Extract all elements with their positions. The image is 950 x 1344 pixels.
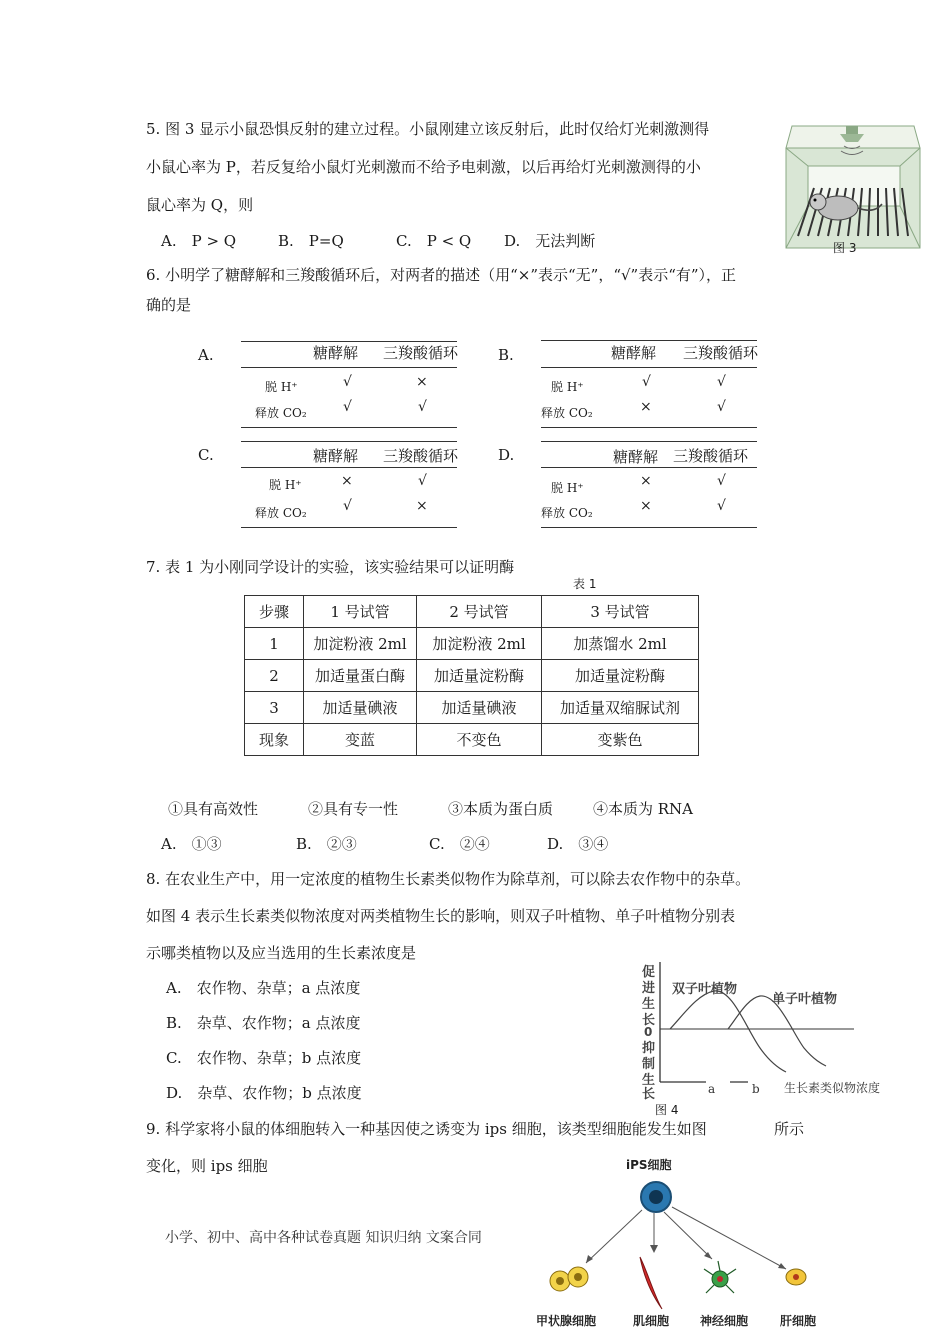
table-a-r2c2: √	[418, 399, 427, 415]
table-cell: 加适量淀粉酶	[542, 660, 699, 692]
table-c-r1c1: ×	[341, 473, 353, 489]
table-b-row1: 脱 H⁺	[551, 380, 584, 394]
q7-statement-3: ③本质为蛋白质	[448, 800, 554, 818]
q5-option-d: D. 无法判断	[504, 232, 596, 250]
table-cell: 2	[245, 660, 304, 692]
q9-line2: 变化，则 ips 细胞	[146, 1157, 268, 1175]
table-d-mid-rule	[541, 467, 757, 468]
table-1-caption: 表 1	[573, 577, 597, 591]
ips-nucleus	[649, 1190, 663, 1204]
figure-3-mouse-box	[778, 118, 928, 258]
table-c-row2: 释放 CO₂	[255, 506, 307, 520]
q9-line1-tail: 所示	[774, 1120, 805, 1138]
thyroid-cells-icon	[550, 1267, 588, 1291]
table-d-row2: 释放 CO₂	[541, 506, 593, 520]
arrowhead	[650, 1245, 658, 1253]
y-top-3: 生	[642, 997, 656, 1012]
table-b-mid-rule	[541, 367, 757, 368]
q6-line2: 确的是	[146, 296, 192, 314]
nerve-cell-icon	[704, 1261, 736, 1293]
table-c-r2c2: ×	[416, 498, 428, 514]
table-cell: 不变色	[417, 724, 542, 756]
table-d-r1c2: √	[717, 473, 726, 489]
arrowhead	[778, 1263, 786, 1269]
table-a-r1c1: √	[343, 374, 352, 390]
q8-option-b: B. 杂草、农作物；a 点浓度	[166, 1014, 361, 1032]
table-row	[245, 724, 699, 756]
table-a-r2c1: √	[343, 399, 352, 415]
x-axis-label: 生长素类似物浓度	[784, 1081, 881, 1095]
curve1-label: 双子叶植物	[672, 982, 738, 997]
y-top-4: 长	[642, 1013, 656, 1028]
table-d-r1c1: ×	[640, 473, 652, 489]
q8-line3: 示哪类植物以及应当选用的生长素浓度是	[146, 944, 417, 962]
q7-option-a: A. ①③	[161, 835, 222, 853]
y-top-2: 进	[642, 981, 656, 996]
q7-option-d: D. ③④	[547, 835, 609, 853]
arrowhead	[704, 1252, 712, 1259]
q7-option-c: C. ②④	[429, 835, 490, 853]
table-d-r2c2: √	[717, 498, 726, 514]
table-cell: 加适量碘液	[304, 692, 417, 724]
q7-stem: 7. 表 1 为小刚同学设计的实验，该实验结果可以证明酶	[146, 558, 515, 576]
y-bottom-1: 抑	[642, 1041, 656, 1056]
table-b-r2c1: ×	[640, 399, 652, 415]
table-d-bottom-rule	[541, 527, 757, 528]
header-step: 步骤	[245, 596, 304, 628]
ips-diagram	[530, 1155, 840, 1340]
curve-dicot	[670, 991, 786, 1072]
q8-option-c: C. 农作物、杂草；b 点浓度	[166, 1049, 362, 1067]
q8-line2: 如图 4 表示生长素类似物浓度对两类植物生长的影响，则双子叶植物、单子叶植物分别表	[146, 907, 736, 925]
table-cell: 加适量蛋白酶	[304, 660, 417, 692]
table-b-r1c1: √	[642, 374, 651, 390]
table-row	[245, 660, 699, 692]
table-c-col1: 糖酵解	[313, 447, 359, 465]
arrow-to-nerve	[664, 1212, 712, 1259]
table-d-top-rule	[541, 441, 757, 442]
table-b-top-rule	[541, 340, 757, 341]
arrow-to-liver	[672, 1207, 786, 1269]
table-c-mid-rule	[241, 467, 457, 468]
table-a-col1: 糖酵解	[313, 344, 359, 362]
table-c-r2c1: √	[343, 498, 352, 514]
table-b-bottom-rule	[541, 427, 757, 428]
y-bottom-3: 生	[642, 1073, 656, 1088]
q7-option-b: B. ②③	[296, 835, 357, 853]
q6-option-a-label: A.	[198, 346, 214, 364]
table-a-row2: 释放 CO₂	[255, 406, 307, 420]
figure-4-chart	[636, 958, 906, 1102]
table-a-bottom-rule	[241, 427, 457, 428]
table-cell: 加淀粉液 2ml	[304, 628, 417, 660]
table-c-top-rule	[241, 441, 457, 442]
ips-title: iPS细胞	[626, 1158, 672, 1172]
q5-option-b: B. P=Q	[278, 232, 344, 250]
table-a-r1c2: ×	[416, 374, 428, 390]
table-b-col2: 三羧酸循环	[683, 344, 759, 362]
label-nerve: 神经细胞	[700, 1314, 749, 1328]
table-b-row2: 释放 CO₂	[541, 406, 593, 420]
table-c-bottom-rule	[241, 527, 457, 528]
q6-option-b-label: B.	[498, 346, 514, 364]
table-a-mid-rule	[241, 367, 457, 368]
table-d-col2: 三羧酸循环	[673, 447, 749, 465]
y-bottom-4: 长	[642, 1087, 656, 1102]
header-tube-3: 3 号试管	[542, 596, 699, 628]
q5-line3: 鼠心率为 Q，则	[146, 196, 254, 214]
q8-option-d: D. 杂草、农作物；b 点浓度	[166, 1084, 362, 1102]
table-a-row1: 脱 H⁺	[265, 380, 298, 394]
figure-4-caption: 图 4	[655, 1103, 679, 1117]
header-tube-1: 1 号试管	[304, 596, 417, 628]
table-cell: 加淀粉液 2ml	[417, 628, 542, 660]
arrow-to-thyroid	[586, 1210, 642, 1263]
table-cell: 加适量碘液	[417, 692, 542, 724]
table-d-r2c1: ×	[640, 498, 652, 514]
figure-3-caption: 图 3	[833, 241, 857, 255]
table-cell: 现象	[245, 724, 304, 756]
header-tube-2: 2 号试管	[417, 596, 542, 628]
curve2-label: 单子叶植物	[772, 992, 838, 1007]
table-header-row	[245, 596, 699, 628]
q5-option-c: C. P < Q	[396, 232, 472, 250]
table-a-col2: 三羧酸循环	[383, 344, 459, 362]
q8-option-a: A. 农作物、杂草；a 点浓度	[166, 979, 361, 997]
y-top-1: 促	[642, 965, 656, 980]
q8-line1: 8. 在农业生产中，用一定浓度的植物生长素类似物作为除草剂，可以除去农作物中的杂草。	[146, 870, 751, 888]
table-b-col1: 糖酵解	[611, 344, 657, 362]
table-row	[245, 628, 699, 660]
q7-statement-2: ②具有专一性	[308, 800, 399, 818]
q6-line1: 6. 小明学了糖酵解和三羧酸循环后，对两者的描述（用“×”表示“无”，“√”表示“有”），正	[146, 266, 737, 284]
table-cell: 加适量淀粉酶	[417, 660, 542, 692]
table-c-col2: 三羧酸循环	[383, 447, 459, 465]
label-liver: 肝细胞	[780, 1314, 817, 1328]
arrowhead	[586, 1255, 593, 1263]
q5-line2: 小鼠心率为 P，若反复给小鼠灯光刺激而不给予电刺激，以后再给灯光刺激测得的小	[146, 158, 701, 176]
q6-option-d-label: D.	[498, 446, 515, 464]
table-cell: 加适量双缩脲试剂	[542, 692, 699, 724]
q7-statement-1: ①具有高效性	[168, 800, 259, 818]
label-thyroid: 甲状腺细胞	[536, 1314, 597, 1328]
table-cell: 变蓝	[304, 724, 417, 756]
q5-line1: 5. 图 3 显示小鼠恐惧反射的建立过程。小鼠刚建立该反射后，此时仅给灯光刺激测得	[146, 120, 710, 138]
y-bottom-2: 制	[642, 1057, 656, 1072]
table-c-r1c2: √	[418, 473, 427, 489]
liver-cell-icon	[786, 1269, 806, 1285]
table-c-row1: 脱 H⁺	[269, 478, 302, 492]
table-d-row1: 脱 H⁺	[551, 481, 584, 495]
table-cell: 变紫色	[542, 724, 699, 756]
table-b-r2c2: √	[717, 399, 726, 415]
table-cell: 1	[245, 628, 304, 660]
label-muscle: 肌细胞	[633, 1314, 670, 1328]
table-row	[245, 692, 699, 724]
q5-option-a: A. P > Q	[161, 232, 237, 250]
footer-note: 小学、初中、高中各种试卷真题 知识归纳 文案合同	[165, 1230, 482, 1246]
point-a-label: a	[708, 1082, 716, 1096]
muscle-cell-icon	[640, 1257, 662, 1309]
table-d-col1: 糖酵解	[613, 448, 659, 466]
q6-option-c-label: C.	[198, 446, 214, 464]
q9-line1: 9. 科学家将小鼠的体细胞转入一种基因使之诱变为 ips 细胞，该类型细胞能发生如图	[146, 1120, 707, 1138]
q7-statement-4: ④本质为 RNA	[593, 800, 694, 818]
zero-label: 0	[644, 1025, 653, 1039]
experiment-table	[244, 595, 699, 756]
table-b-r1c2: √	[717, 374, 726, 390]
table-cell: 3	[245, 692, 304, 724]
table-cell: 加蒸馏水 2ml	[542, 628, 699, 660]
point-b-label: b	[752, 1082, 760, 1096]
